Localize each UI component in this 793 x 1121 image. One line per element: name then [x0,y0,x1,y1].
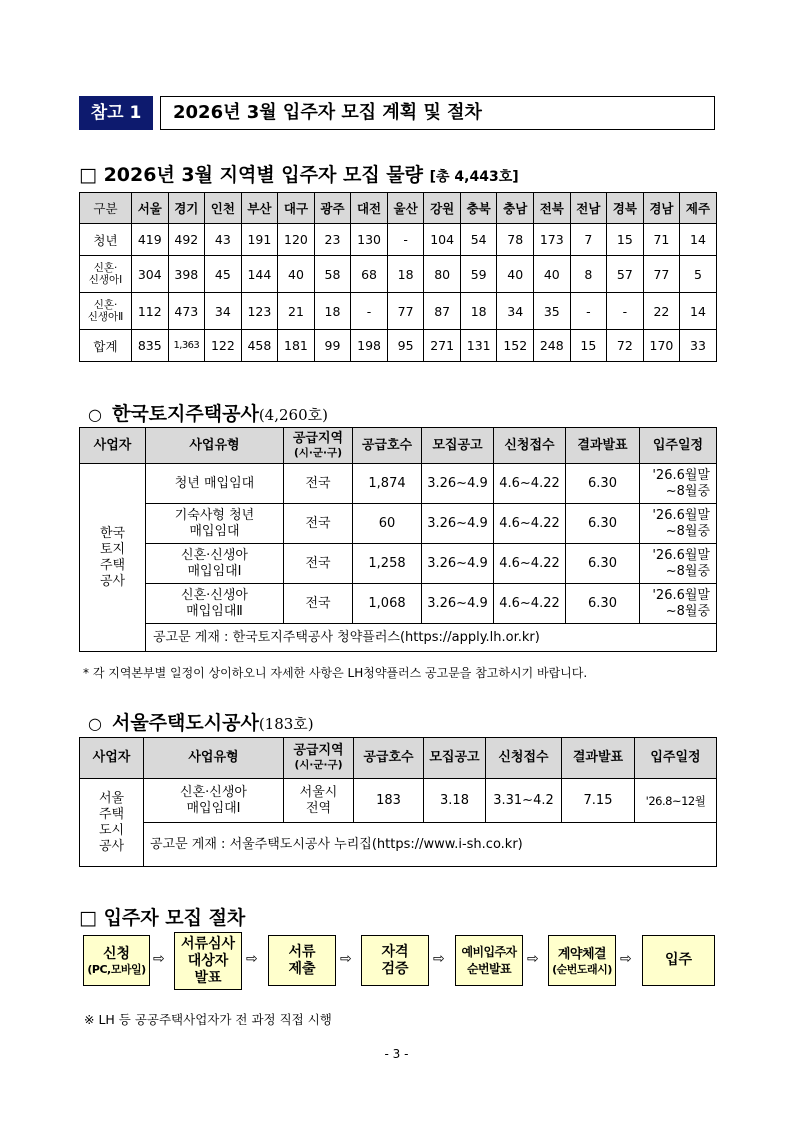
sh-notice-text: 공고문 게재 : 서울주택도시공사 누리집(https://www.i-sh.co.kr) [144,823,717,867]
lh-count: (4,260호) [258,406,328,424]
region-value-cell: 248 [534,330,571,362]
sh-count: (183호) [258,715,314,733]
sh-header-apply: 신청접수 [486,738,562,779]
sh-header-result: 결과발표 [562,738,635,779]
region-value-cell: 398 [168,256,205,293]
region-value-cell: 57 [607,256,644,293]
section-process-title: □ 입주자 모집 절차 [79,907,246,929]
region-value-cell: 99 [314,330,351,362]
sh-type-cell: 신혼·신생아 매입임대Ⅰ [144,779,284,823]
region-header-cell: 서울 [132,193,169,224]
region-value-cell: 59 [460,256,497,293]
arrow-right-icon: ⇨ [340,951,352,967]
lh-header-result: 결과발표 [566,428,640,464]
region-value-cell: 22 [643,293,680,330]
region-value-cell: 40 [534,256,571,293]
region-value-cell: 68 [351,256,388,293]
region-value-cell: 198 [351,330,388,362]
region-header-cell: 충북 [460,193,497,224]
region-value-cell: 14 [680,224,717,256]
region-header-cell: 전북 [534,193,571,224]
region-value-cell: 15 [570,330,607,362]
region-value-cell: 419 [132,224,169,256]
region-value-cell: 54 [460,224,497,256]
region-header-cell: 대구 [278,193,315,224]
region-value-cell: 21 [278,293,315,330]
process-step-contract: 계약체결 (순번도래시) [548,935,616,986]
lh-type-cell: 기숙사형 청년 매입임대 [146,504,284,544]
section-region-total: [총 4,443호] [429,169,519,185]
lh-company-cell: 한국 토지 주택 공사 [80,464,146,652]
region-header-cell: 경기 [168,193,205,224]
region-header-cell: 광주 [314,193,351,224]
region-row-label: 합계 [80,330,132,362]
sh-heading [88,708,314,735]
region-value-cell: 80 [424,256,461,293]
region-value-cell: 15 [607,224,644,256]
region-value-cell: 7 [570,224,607,256]
sh-header-units: 공급호수 [354,738,424,779]
region-value-cell: 120 [278,224,315,256]
lh-header-move: 입주일정 [640,428,717,464]
sh-move-cell: '26.8~12월 [635,779,717,823]
region-value-cell: 43 [205,224,242,256]
region-value-cell: 77 [387,293,424,330]
sh-apply-cell: 3.31~4.2 [486,779,562,823]
table-row [80,256,717,293]
process-step-doc-submit: 서류 제출 [268,935,336,986]
lh-move-cell: '26.6월말 ~8월중 [640,544,717,584]
region-value-cell: 271 [424,330,461,362]
page-number: - 3 - [384,1047,409,1061]
region-value-cell: 72 [607,330,644,362]
lh-units-cell: 1,068 [353,584,422,624]
region-value-cell: 170 [643,330,680,362]
region-header-cell: 인천 [205,193,242,224]
region-row-label: 신혼· 신생아Ⅰ [80,256,132,293]
sh-title: 서울주택도시공사 [111,712,259,734]
table-row [80,224,717,256]
region-value-cell: 173 [534,224,571,256]
lh-header-row [80,428,717,464]
lh-units-cell: 60 [353,504,422,544]
region-value-cell: 181 [278,330,315,362]
region-header-cell: 부산 [241,193,278,224]
region-value-cell: 58 [314,256,351,293]
sh-header-notice: 모집공고 [424,738,486,779]
region-header-row [80,193,717,224]
sh-units-cell: 183 [354,779,424,823]
region-header-cell: 구분 [80,193,132,224]
region-header-cell: 대전 [351,193,388,224]
region-header-cell: 경북 [607,193,644,224]
lh-apply-cell: 4.6~4.22 [494,544,566,584]
lh-area-cell: 전국 [284,584,353,624]
sh-notice-cell: 3.18 [424,779,486,823]
lh-type-cell: 청년 매입임대 [146,464,284,504]
lh-notice-text: 공고문 게재 : 한국토지주택공사 청약플러스(https://apply.lh.or.kr) [146,624,717,652]
table-row [80,293,717,330]
lh-units-cell: 1,874 [353,464,422,504]
lh-type-cell: 신혼·신생아 매입임대Ⅱ [146,584,284,624]
arrow-right-icon: ⇨ [620,951,632,967]
bullet-circle-icon: ○ [88,714,102,733]
region-value-cell: 123 [241,293,278,330]
lh-apply-cell: 4.6~4.22 [494,464,566,504]
process-step-apply: 신청 (PC,모바일) [83,935,150,986]
region-value-cell: 45 [205,256,242,293]
region-header-cell: 충남 [497,193,534,224]
sh-table [79,737,717,867]
section-region-title: □ 2026년 3월 지역별 입주자 모집 물량 [79,164,423,186]
region-value-cell: 8 [570,256,607,293]
region-value-cell: 78 [497,224,534,256]
region-value-cell: 33 [680,330,717,362]
process-note: ※ LH 등 공공주택사업자가 전 과정 직접 시행 [84,1012,332,1027]
arrow-right-icon: ⇨ [433,951,445,967]
region-header-cell: 제주 [680,193,717,224]
sh-header-company: 사업자 [80,738,144,779]
lh-table [79,427,717,652]
region-value-cell: 131 [460,330,497,362]
region-header-cell: 강원 [424,193,461,224]
region-value-cell: 34 [497,293,534,330]
lh-result-cell: 6.30 [566,544,640,584]
sh-result-cell: 7.15 [562,779,635,823]
page-title: 2026년 3월 입주자 모집 계획 및 절차 [160,96,715,130]
region-value-cell: 112 [132,293,169,330]
lh-footnote: * 각 지역본부별 일정이 상이하오니 자세한 사항은 LH청약플러스 공고문을 참고하시기 바랍니다. [83,666,588,680]
process-step-verify: 자격 검증 [361,935,429,986]
region-header-cell: 전남 [570,193,607,224]
sh-header-row [80,738,717,779]
lh-move-cell: '26.6월말 ~8월중 [640,464,717,504]
region-value-cell: 191 [241,224,278,256]
region-value-cell: 95 [387,330,424,362]
region-value-cell: 144 [241,256,278,293]
table-row [80,624,717,652]
sh-area-cell: 서울시 전역 [284,779,354,823]
region-value-cell: 835 [132,330,169,362]
lh-type-cell: 신혼·신생아 매입임대Ⅰ [146,544,284,584]
lh-heading [88,399,328,426]
lh-notice-cell: 3.26~4.9 [422,584,494,624]
region-value-cell: 130 [351,224,388,256]
arrow-right-icon: ⇨ [153,951,165,967]
region-value-cell: 473 [168,293,205,330]
region-value-cell: 23 [314,224,351,256]
lh-notice-cell: 3.26~4.9 [422,544,494,584]
table-row [80,464,717,504]
process-step-waitlist: 예비입주자 순번발표 [455,935,523,986]
arrow-right-icon: ⇨ [246,951,258,967]
table-row [80,544,717,584]
bullet-circle-icon: ○ [88,405,102,424]
region-value-cell: 35 [534,293,571,330]
region-value-cell: 5 [680,256,717,293]
table-row [80,504,717,544]
region-table [79,192,717,362]
lh-header-area: 공급지역 (시·군·구) [284,428,353,464]
table-row [80,330,717,362]
region-value-cell: 18 [460,293,497,330]
region-value-cell: 14 [680,293,717,330]
region-value-cell: 152 [497,330,534,362]
region-value-cell: 492 [168,224,205,256]
lh-area-cell: 전국 [284,544,353,584]
region-value-cell: 40 [497,256,534,293]
lh-result-cell: 6.30 [566,504,640,544]
region-value-cell: - [387,224,424,256]
region-value-cell: 1,363 [168,330,205,362]
region-value-cell: 458 [241,330,278,362]
region-value-cell: 34 [205,293,242,330]
lh-header-type: 사업유형 [146,428,284,464]
region-row-label: 청년 [80,224,132,256]
arrow-right-icon: ⇨ [527,951,539,967]
table-row [80,823,717,867]
region-value-cell: 122 [205,330,242,362]
process-step-doc-review: 서류심사 대상자 발표 [174,932,242,990]
lh-result-cell: 6.30 [566,464,640,504]
sh-company-cell: 서울 주택 도시 공사 [80,779,144,867]
reference-tag: 참고 1 [79,96,153,130]
lh-header-notice: 모집공고 [422,428,494,464]
lh-header-company: 사업자 [80,428,146,464]
sh-header-move: 입주일정 [635,738,717,779]
lh-area-cell: 전국 [284,464,353,504]
lh-header-apply: 신청접수 [494,428,566,464]
sh-header-type: 사업유형 [144,738,284,779]
table-row [80,584,717,624]
lh-move-cell: '26.6월말 ~8월중 [640,504,717,544]
region-value-cell: - [351,293,388,330]
region-header-cell: 울산 [387,193,424,224]
process-step-move-in: 입주 [642,935,715,986]
lh-units-cell: 1,258 [353,544,422,584]
section-region-heading [79,160,519,187]
lh-move-cell: '26.6월말 ~8월중 [640,584,717,624]
sh-header-area: 공급지역 (시·군·구) [284,738,354,779]
region-value-cell: 77 [643,256,680,293]
lh-notice-cell: 3.26~4.9 [422,504,494,544]
region-row-label: 신혼· 신생아Ⅱ [80,293,132,330]
region-value-cell: - [570,293,607,330]
lh-title: 한국토지주택공사 [111,403,259,425]
region-value-cell: 87 [424,293,461,330]
lh-area-cell: 전국 [284,504,353,544]
region-value-cell: 304 [132,256,169,293]
lh-apply-cell: 4.6~4.22 [494,584,566,624]
lh-notice-cell: 3.26~4.9 [422,464,494,504]
region-value-cell: 18 [387,256,424,293]
region-value-cell: 71 [643,224,680,256]
region-value-cell: 104 [424,224,461,256]
lh-apply-cell: 4.6~4.22 [494,504,566,544]
region-value-cell: 40 [278,256,315,293]
region-value-cell: 18 [314,293,351,330]
region-header-cell: 경남 [643,193,680,224]
lh-result-cell: 6.30 [566,584,640,624]
table-row [80,779,717,823]
lh-header-units: 공급호수 [353,428,422,464]
region-value-cell: - [607,293,644,330]
